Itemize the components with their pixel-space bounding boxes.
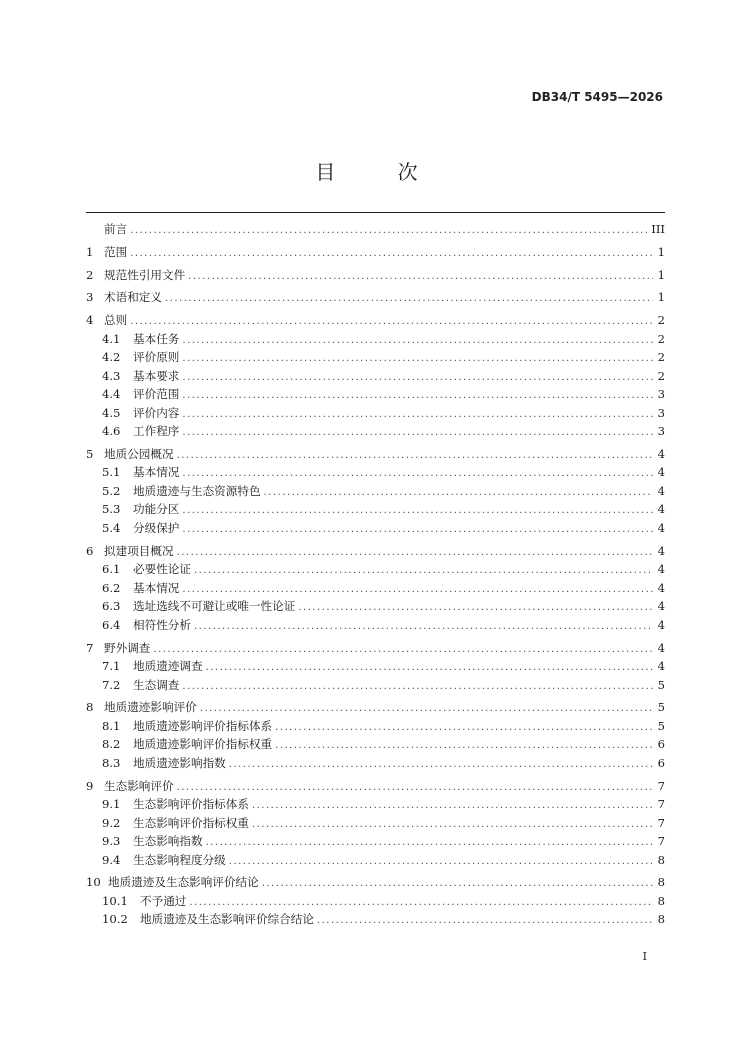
dot-leader bbox=[153, 641, 653, 660]
toc-entry[interactable] bbox=[86, 482, 665, 501]
toc-entry-page: 4 bbox=[657, 659, 665, 674]
dot-leader bbox=[130, 313, 653, 332]
toc-entry-page: 8 bbox=[657, 852, 665, 867]
dot-leader bbox=[317, 912, 653, 931]
toc-entry-title: 地质遗迹影响评价指标权重 bbox=[133, 737, 273, 752]
toc-entry-title: 术语和定义 bbox=[104, 290, 162, 305]
toc-entry-title: 地质遗迹与生态资源特色 bbox=[133, 483, 261, 498]
toc-entry[interactable] bbox=[86, 330, 665, 349]
toc-entry-page: 4 bbox=[657, 543, 665, 558]
page-title: 目 次 bbox=[315, 160, 446, 184]
dot-leader bbox=[165, 290, 653, 309]
dot-leader bbox=[264, 484, 653, 503]
dot-leader bbox=[275, 719, 653, 738]
toc-entry[interactable] bbox=[86, 616, 665, 635]
dot-leader bbox=[262, 875, 653, 894]
toc-entry-title: 评价范围 bbox=[133, 387, 180, 402]
toc-entry[interactable] bbox=[86, 892, 665, 911]
table-of-contents bbox=[86, 220, 665, 929]
dot-leader bbox=[182, 521, 653, 540]
toc-entry-page: 3 bbox=[657, 387, 665, 402]
dot-leader bbox=[177, 447, 653, 466]
dot-leader bbox=[182, 502, 653, 521]
toc-entry-page: 2 bbox=[657, 331, 665, 346]
toc-entry-page: 4 bbox=[657, 502, 665, 517]
dot-leader bbox=[298, 599, 653, 618]
toc-entry-number: 8.3 bbox=[102, 755, 121, 770]
toc-entry-number: 6.4 bbox=[102, 617, 121, 632]
toc-entry-number: 4.1 bbox=[102, 331, 121, 346]
toc-entry-title: 评价原则 bbox=[133, 350, 180, 365]
toc-entry-page: 6 bbox=[657, 737, 665, 752]
toc-entry-title: 基本情况 bbox=[133, 465, 180, 480]
dot-leader bbox=[275, 737, 653, 756]
toc-entry-page: 8 bbox=[657, 893, 665, 908]
toc-entry-page: 4 bbox=[657, 446, 665, 461]
toc-entry-page: 3 bbox=[657, 424, 665, 439]
toc-entry-number: 9.1 bbox=[102, 797, 121, 812]
toc-entry-number: 4.4 bbox=[102, 387, 121, 402]
toc-entry-title: 地质遗迹影响评价 bbox=[104, 700, 197, 715]
toc-entry-number: 4.5 bbox=[102, 405, 121, 420]
toc-entry-number: 10.2 bbox=[102, 912, 128, 927]
toc-entry-title: 工作程序 bbox=[133, 424, 180, 439]
toc-entry-title: 选址选线不可避让或唯一性论证 bbox=[133, 599, 296, 614]
toc-entry-page: 5 bbox=[657, 718, 665, 733]
toc-entry-number: 5.4 bbox=[102, 520, 121, 535]
toc-entry-page: 5 bbox=[657, 677, 665, 692]
toc-entry[interactable] bbox=[86, 422, 665, 441]
toc-entry[interactable] bbox=[86, 717, 665, 736]
toc-entry[interactable] bbox=[86, 676, 665, 695]
toc-entry[interactable] bbox=[86, 873, 665, 892]
dot-leader bbox=[194, 618, 653, 637]
toc-entry-number: 6.1 bbox=[102, 562, 121, 577]
page-number: I bbox=[642, 950, 647, 963]
toc-entry-number: 4.3 bbox=[102, 368, 121, 383]
toc-entry[interactable] bbox=[86, 910, 665, 929]
toc-entry-number: 10.1 bbox=[102, 893, 128, 908]
toc-entry[interactable] bbox=[86, 754, 665, 773]
toc-entry-title: 总则 bbox=[104, 313, 128, 328]
toc-entry-number: 5.3 bbox=[102, 502, 121, 517]
toc-entry[interactable] bbox=[86, 463, 665, 482]
dot-leader bbox=[252, 816, 653, 835]
toc-entry-number: 7.1 bbox=[102, 659, 121, 674]
toc-entry-number: 7.2 bbox=[102, 677, 121, 692]
toc-entry-page: 4 bbox=[657, 640, 665, 655]
toc-entry-title: 拟建项目概况 bbox=[104, 543, 174, 558]
toc-entry[interactable] bbox=[86, 348, 665, 367]
toc-entry[interactable] bbox=[86, 367, 665, 386]
toc-entry-title: 前言 bbox=[104, 222, 128, 236]
toc-entry-number: 4.2 bbox=[102, 350, 121, 365]
toc-entry[interactable] bbox=[86, 560, 665, 579]
dot-leader bbox=[206, 659, 653, 678]
toc-entry[interactable] bbox=[86, 777, 665, 796]
toc-entry-title: 必要性论证 bbox=[133, 562, 191, 577]
toc-entry-page: 4 bbox=[657, 562, 665, 577]
toc-entry-number: 3 bbox=[86, 290, 94, 305]
dot-leader bbox=[182, 406, 653, 425]
toc-entry-title: 评价内容 bbox=[133, 405, 180, 420]
toc-entry-page: 8 bbox=[657, 875, 665, 890]
toc-entry-number: 2 bbox=[86, 267, 94, 282]
toc-entry-title: 分级保护 bbox=[133, 520, 180, 535]
toc-entry-page: 7 bbox=[657, 797, 665, 812]
toc-entry[interactable] bbox=[86, 385, 665, 404]
toc-entry-title: 生态影响评价指标权重 bbox=[133, 815, 249, 830]
toc-entry-page: 4 bbox=[657, 465, 665, 480]
toc-entry[interactable] bbox=[86, 814, 665, 833]
toc-entry-page: 4 bbox=[657, 520, 665, 535]
toc-entry-number: 8 bbox=[86, 700, 94, 715]
toc-entry-title: 地质遗迹调查 bbox=[133, 659, 203, 674]
toc-entry-number: 5 bbox=[86, 446, 94, 461]
toc-entry-page: 7 bbox=[657, 834, 665, 849]
dot-leader bbox=[194, 562, 653, 581]
toc-entry[interactable] bbox=[86, 639, 665, 658]
toc-entry-number: 9.3 bbox=[102, 834, 121, 849]
toc-entry-page: 6 bbox=[657, 755, 665, 770]
toc-entry-page: III bbox=[651, 222, 665, 236]
toc-entry[interactable] bbox=[86, 542, 665, 561]
toc-entry-page: 2 bbox=[657, 350, 665, 365]
toc-entry-page: 7 bbox=[657, 778, 665, 793]
toc-entry-page: 4 bbox=[657, 483, 665, 498]
toc-entry-page: 7 bbox=[657, 815, 665, 830]
toc-entry-page: 5 bbox=[657, 700, 665, 715]
toc-entry-number: 6 bbox=[86, 543, 94, 558]
toc-entry[interactable] bbox=[86, 795, 665, 814]
dot-leader bbox=[182, 424, 653, 443]
dot-leader bbox=[130, 222, 647, 241]
toc-entry[interactable] bbox=[86, 519, 665, 538]
toc-entry-page: 2 bbox=[657, 368, 665, 383]
toc-entry-number: 7 bbox=[86, 640, 94, 655]
toc-entry-page: 2 bbox=[657, 313, 665, 328]
toc-entry-title: 生态调查 bbox=[133, 677, 180, 692]
toc-divider bbox=[86, 212, 665, 213]
toc-entry-page: 1 bbox=[657, 290, 665, 305]
toc-entry-number: 4 bbox=[86, 313, 94, 328]
toc-entry-title: 基本要求 bbox=[133, 368, 180, 383]
toc-entry-title: 规范性引用文件 bbox=[104, 267, 186, 282]
toc-entry-title: 野外调查 bbox=[104, 640, 151, 655]
toc-entry[interactable] bbox=[86, 220, 665, 239]
dot-leader bbox=[182, 387, 653, 406]
document-code: DB34/T 5495—2026 bbox=[531, 90, 663, 104]
toc-entry-title: 生态影响指数 bbox=[133, 834, 203, 849]
toc-entry-title: 范围 bbox=[104, 244, 128, 259]
toc-entry[interactable] bbox=[86, 597, 665, 616]
toc-entry-number: 4.6 bbox=[102, 424, 121, 439]
dot-leader bbox=[182, 332, 653, 351]
toc-entry[interactable] bbox=[86, 266, 665, 285]
toc-entry-title: 地质遗迹影响指数 bbox=[133, 755, 226, 770]
toc-entry-number: 6.2 bbox=[102, 580, 121, 595]
toc-entry[interactable] bbox=[86, 735, 665, 754]
toc-entry-page: 4 bbox=[657, 617, 665, 632]
dot-leader bbox=[182, 678, 653, 697]
toc-entry-number: 8.2 bbox=[102, 737, 121, 752]
dot-leader bbox=[130, 245, 653, 264]
dot-leader bbox=[206, 834, 653, 853]
dot-leader bbox=[182, 350, 653, 369]
dot-leader bbox=[229, 756, 653, 775]
toc-entry-page: 4 bbox=[657, 599, 665, 614]
toc-entry[interactable] bbox=[86, 445, 665, 464]
dot-leader bbox=[188, 268, 653, 287]
toc-entry-title: 生态影响评价 bbox=[104, 778, 174, 793]
toc-entry-page: 1 bbox=[657, 267, 665, 282]
toc-entry-title: 地质公园概况 bbox=[104, 446, 174, 461]
dot-leader bbox=[177, 544, 653, 563]
toc-entry[interactable] bbox=[86, 288, 665, 307]
toc-entry[interactable] bbox=[86, 243, 665, 262]
toc-entry-number: 10 bbox=[86, 875, 101, 890]
toc-entry-title: 生态影响程度分级 bbox=[133, 852, 226, 867]
toc-entry-number: 9 bbox=[86, 778, 94, 793]
toc-entry[interactable] bbox=[86, 404, 665, 423]
toc-entry-number: 9.2 bbox=[102, 815, 121, 830]
toc-entry-number: 8.1 bbox=[102, 718, 121, 733]
dot-leader bbox=[252, 797, 653, 816]
toc-entry-number: 1 bbox=[86, 244, 94, 259]
dot-leader bbox=[182, 369, 653, 388]
toc-entry[interactable] bbox=[86, 311, 665, 330]
toc-entry-title: 生态影响评价指标体系 bbox=[133, 797, 249, 812]
toc-entry-title: 基本情况 bbox=[133, 580, 180, 595]
toc-entry[interactable] bbox=[86, 500, 665, 519]
toc-entry-page: 3 bbox=[657, 405, 665, 420]
toc-entry-title: 地质遗迹及生态影响评价综合结论 bbox=[140, 912, 314, 927]
toc-entry-title: 功能分区 bbox=[133, 502, 180, 517]
toc-entry[interactable] bbox=[86, 698, 665, 717]
toc-entry-number: 9.4 bbox=[102, 852, 121, 867]
toc-entry-title: 相符性分析 bbox=[133, 617, 191, 632]
toc-entry-page: 4 bbox=[657, 580, 665, 595]
toc-entry-title: 地质遗迹及生态影响评价结论 bbox=[108, 875, 259, 890]
toc-entry-number: 5.2 bbox=[102, 483, 121, 498]
toc-entry-page: 1 bbox=[657, 244, 665, 259]
toc-entry-title: 不予通过 bbox=[140, 893, 187, 908]
toc-entry-title: 地质遗迹影响评价指标体系 bbox=[133, 718, 273, 733]
toc-entry[interactable] bbox=[86, 657, 665, 676]
toc-entry-number: 5.1 bbox=[102, 465, 121, 480]
toc-entry-page: 8 bbox=[657, 912, 665, 927]
toc-entry[interactable] bbox=[86, 851, 665, 870]
toc-entry-title: 基本任务 bbox=[133, 331, 180, 346]
toc-entry-number: 6.3 bbox=[102, 599, 121, 614]
toc-entry[interactable] bbox=[86, 579, 665, 598]
toc-entry[interactable] bbox=[86, 832, 665, 851]
dot-leader bbox=[229, 853, 653, 872]
